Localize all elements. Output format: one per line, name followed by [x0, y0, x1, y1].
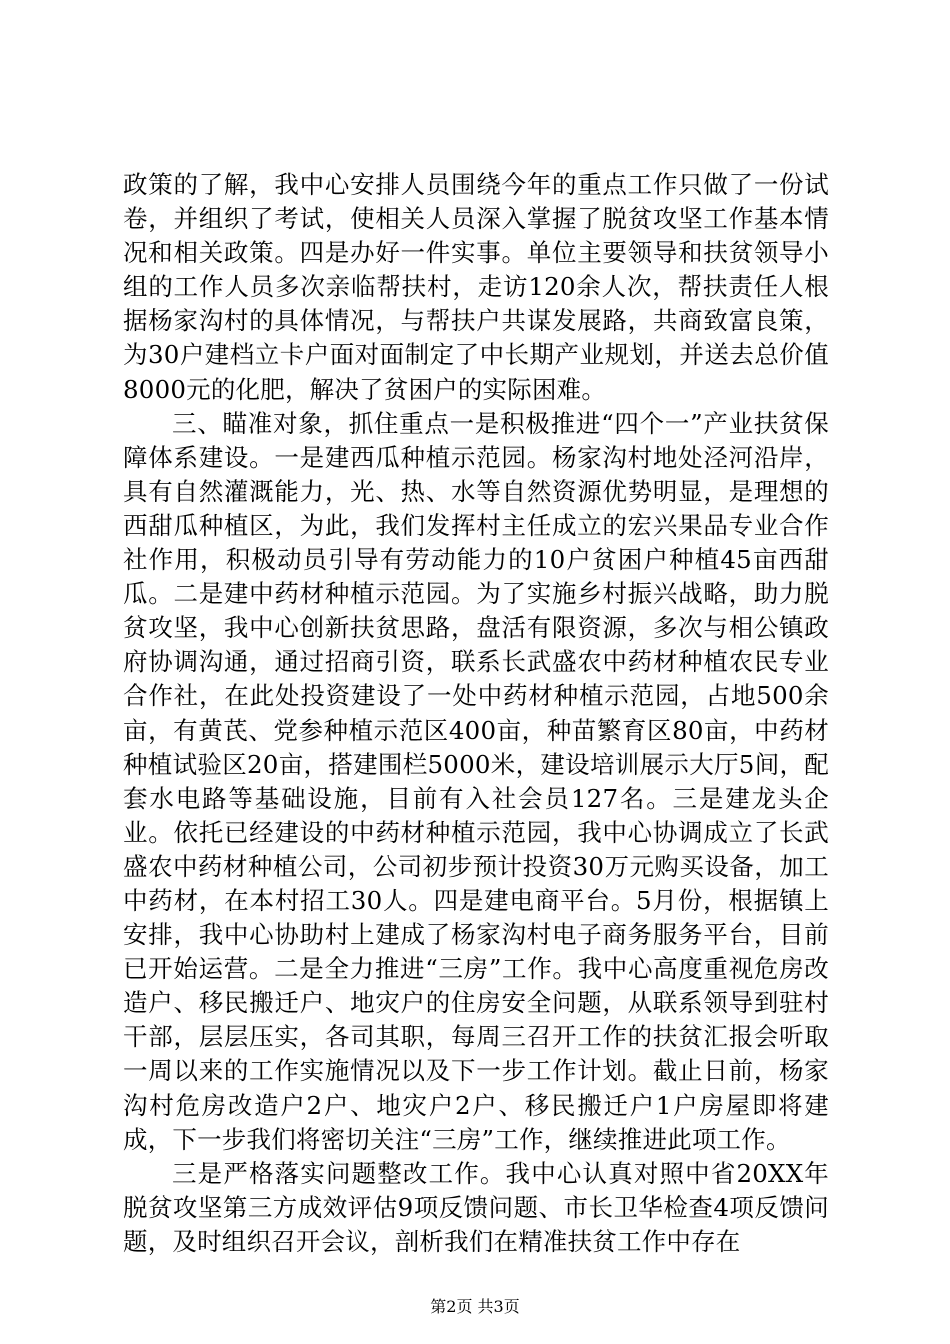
page-footer: 第2页 共3页 [430, 1297, 520, 1316]
paragraph-2: 三、瞄准对象，抓住重点一是积极推进“四个一”产业扶贫保障体系建设。一是建西瓜种植示范园。杨家沟村地处泾河沿岸，具有自然灌溉能力，光、热、水等自然资源优势明显，是理想的西甜瓜种植区，为此，我们发挥村主任成立的宏兴果品专业合作社作用，积极动员引导有劳动能力的10户贫困户种植45亩西甜瓜。二是建中药材种植示范园。为了实施乡村振兴战略，助力脱贫攻坚，我中心创新扶贫思路，盘活有限资源，多次与相公镇政府协调沟通，通过招商引资，联系长武盛农中药材种植农民专业合作社，在此处投资建设了一处中药材种植示范园，占地500余亩，有黄芪、党参种植示范区400亩，种苗繁育区80亩，中药材种植试验区20亩，搭建围栏5000米，建设培训展示大厅5间，配套水电路等基础设施，目前有入社会员127名。三是建龙头企业。依托已经建设的中药材种植示范园，我中心协调成立了长武盛农中药材种植公司，公司初步预计投资30万元购买设备，加工中药材，在本村招工30人。四是建电商平台。5月份，根据镇上安排，我中心协助村上建成了杨家沟村电子商务服务平台，目前已开始运营。二是全力推进“三房”工作。我中心高度重视危房改造户、移民搬迁户、地灾户的住房安全问题，从联系领导到驻村干部，层层压实，各司其职，每周三召开工作的扶贫汇报会听取一周以来的工作实施情况以及下一步工作计划。截止日前，杨家沟村危房改造户2户、地灾户2户、移民搬迁户1户房屋即将建成，下一步我们将密切关注“三房”工作，继续推进此项工作。 [123, 408, 829, 1154]
document-body [123, 168, 829, 1259]
paragraph-3: 三是严格落实问题整改工作。我中心认真对照中省20XX年脱贫攻坚第三方成效评估9项反馈问题、市长卫华检查4项反馈问题，及时组织召开会议，剖析我们在精准扶贫工作中存在 [123, 1158, 829, 1256]
paragraph-1: 政策的了解，我中心安排人员围绕今年的重点工作只做了一份试卷，并组织了考试，使相关人员深入掌握了脱贫攻坚工作基本情况和相关政策。四是办好一件实事。单位主要领导和扶贫领导小组的工作人员多次亲临帮扶村，走访120余人次，帮扶责任人根据杨家沟村的具体情况，与帮扶户共谋发展路，共商致富良策，为30户建档立卡户面对面制定了中长期产业规划，并送去总价值8000元的化肥，解决了贫困户的实际困难。 [123, 170, 829, 404]
